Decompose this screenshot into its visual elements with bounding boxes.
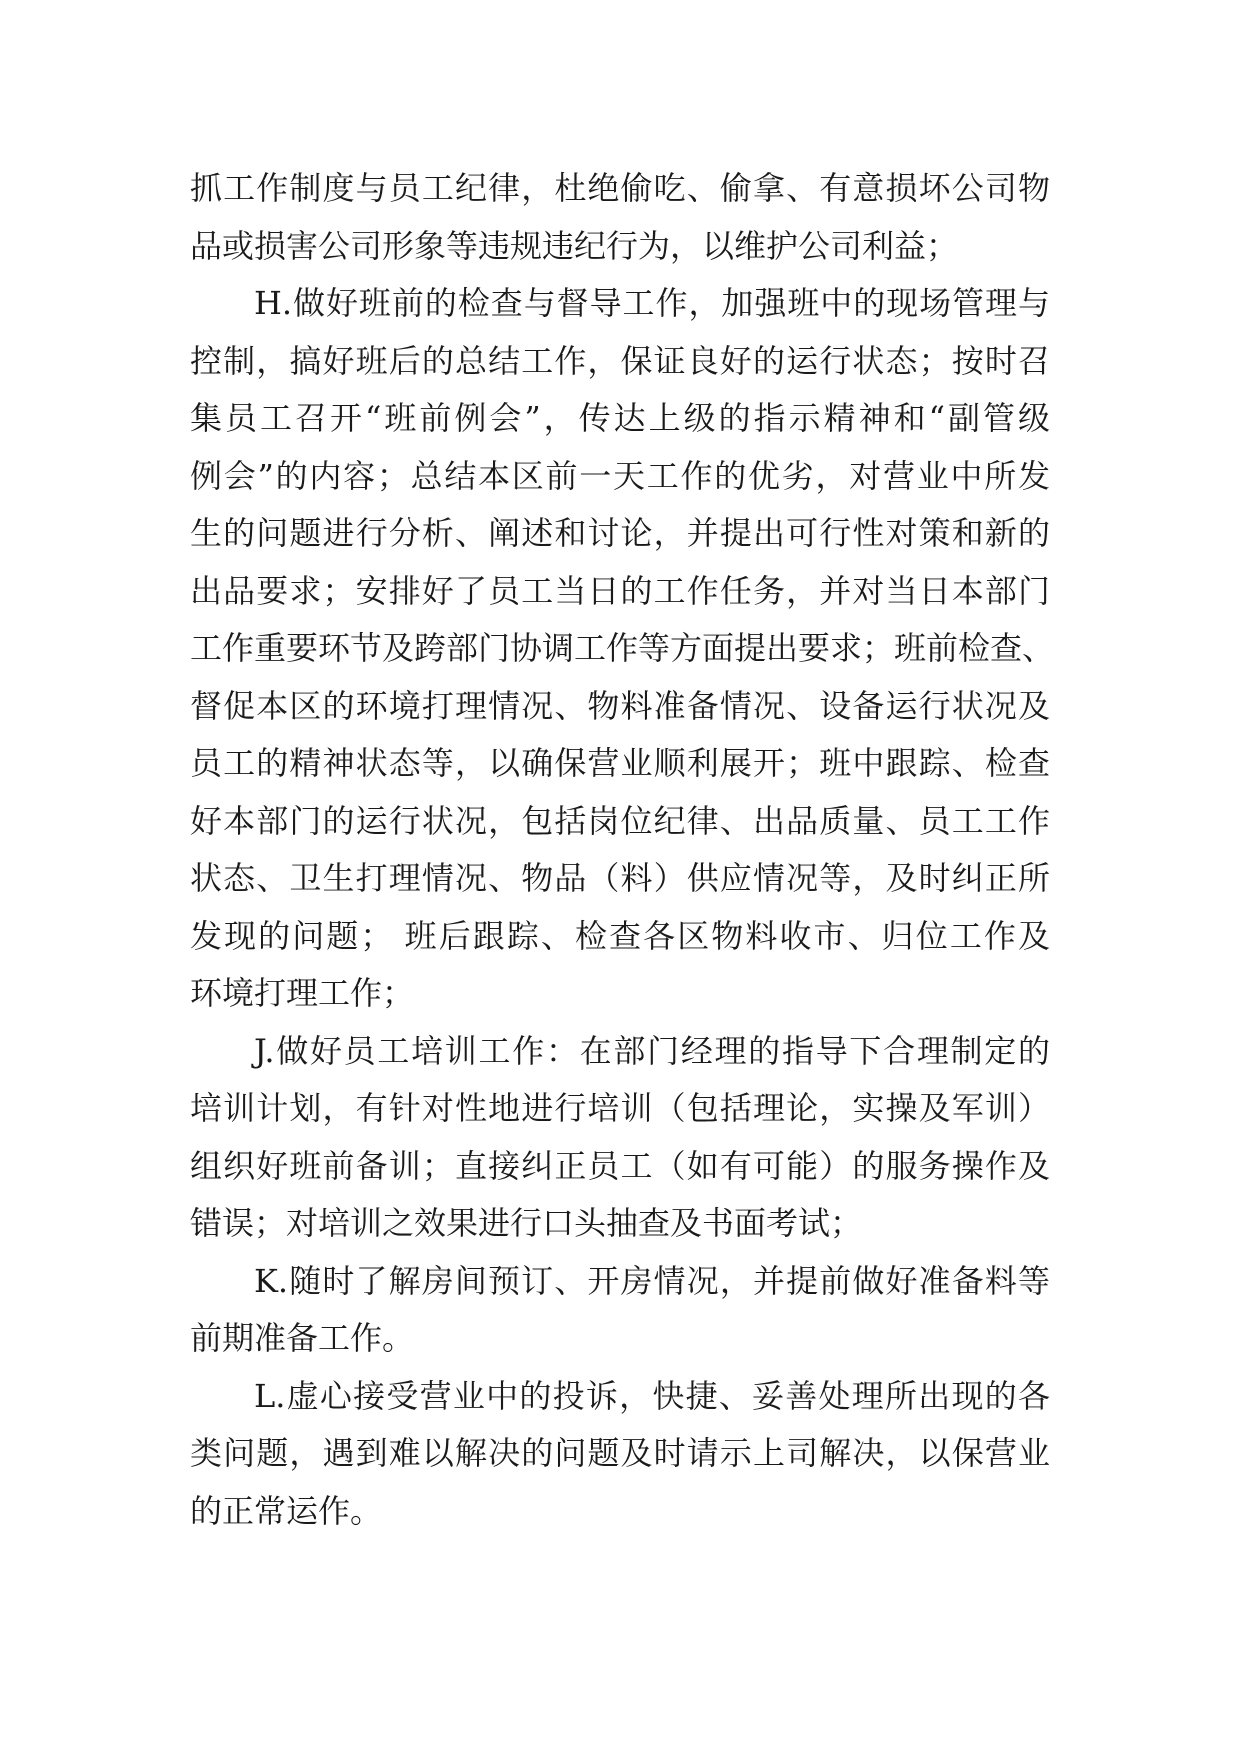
text-line: 集员工召开“班前例会”，传达上级的指示精神和“副管级 [190, 399, 1050, 437]
document-body [190, 160, 1055, 1540]
text-line: 组织好班前备训；直接纠正员工（如有可能）的服务操作及 [190, 1146, 1050, 1185]
text-line: 抓工作制度与员工纪律，杜绝偷吃、偷拿、有意损坏公司物 [190, 169, 1050, 207]
text-line: 工作重要环节及跨部门协调工作等方面提出要求；班前检查、 [190, 629, 1055, 667]
text-line: 生的问题进行分析、阐述和讨论，并提出可行性对策和新的 [190, 514, 1050, 552]
text-line: 品或损害公司形象等违规违纪行为，以维护公司利益； [190, 226, 959, 265]
text-line: 控制，搞好班后的总结工作，保证良好的运行状态；按时召 [190, 341, 1050, 380]
text-line: 类问题，遇到难以解决的问题及时请示上司解决，以保营业 [190, 1434, 1050, 1472]
paragraph-continuation [190, 160, 1050, 275]
text-line: 的正常运作。 [190, 1491, 383, 1530]
text-line: 状态、卫生打理情况、物品（料）供应情况等，及时纠正所 [190, 859, 1050, 897]
text-line: 例会”的内容；总结本区前一天工作的优劣，对营业中所发 [190, 456, 1050, 495]
text-line: K.随时了解房间预订、开房情况，并提前做好准备料等 [254, 1261, 1050, 1300]
text-line: H.做好班前的检查与督导工作，加强班中的现场管理与 [254, 284, 1050, 322]
text-line: 督促本区的环境打理情况、物料准备情况、设备运行状况及 [190, 686, 1050, 725]
text-line: J.做好员工培训工作：在部门经理的指导下合理制定的 [254, 1031, 1050, 1070]
text-line: 培训计划，有针对性地进行培训（包括理论，实操及军训） [190, 1089, 1050, 1127]
text-line: 出品要求；安排好了员工当日的工作任务，并对当日本部门 [190, 571, 1050, 610]
text-line: 发现的问题； 班后跟踪、检查各区物料收市、归位工作及 [190, 916, 1050, 955]
text-line: 错误；对培训之效果进行口头抽查及书面考试； [190, 1204, 863, 1242]
text-line: 前期准备工作。 [190, 1319, 415, 1357]
text-line: L.虚心接受营业中的投诉，快捷、妥善处理所出现的各 [254, 1376, 1050, 1415]
paragraph-l [190, 1368, 1050, 1541]
text-line: 好本部门的运行状况，包括岗位纪律、出品质量、员工工作 [190, 801, 1050, 840]
paragraph-k [190, 1253, 1050, 1368]
paragraph-h [190, 275, 1055, 1023]
text-line: 环境打理工作； [190, 974, 415, 1012]
text-line: 员工的精神状态等，以确保营业顺利展开；班中跟踪、检查 [190, 744, 1050, 782]
paragraph-j [190, 1023, 1050, 1253]
